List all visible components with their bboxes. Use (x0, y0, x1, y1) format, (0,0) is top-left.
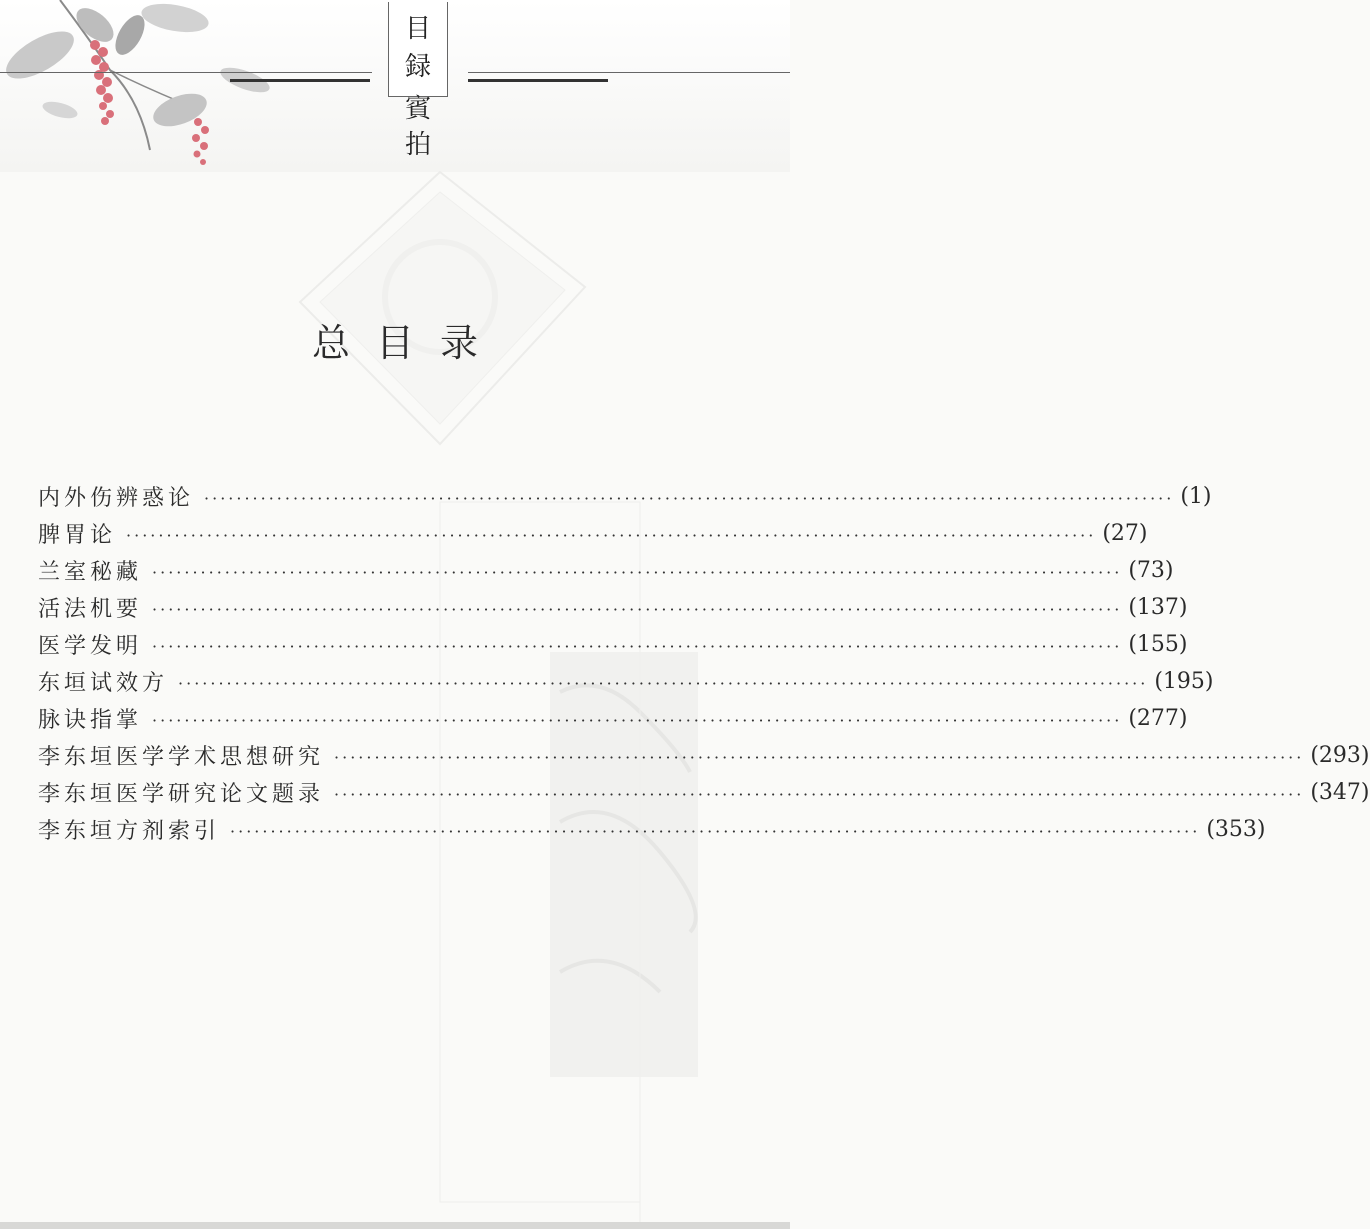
toc-leader-dots: ························································································································ (152, 710, 1123, 730)
toc-entry-title: 李东垣医学学术思想研究 (38, 745, 325, 770)
toc-leader-dots: ························································································································ (152, 562, 1123, 582)
toc-page-number: (353) (1206, 817, 1266, 842)
toc-leader-dots: ························································································································ (178, 673, 1149, 693)
toc-leader-dots: ························································································································ (204, 488, 1175, 508)
vertical-char-4: 拍 (404, 130, 431, 160)
vertical-char-2: 録 (404, 52, 431, 82)
table-of-contents (38, 478, 1370, 848)
toc-entry[interactable] (38, 478, 1212, 515)
header-rule-right-thin (468, 72, 790, 73)
header-rule-left-thin (0, 72, 372, 73)
toc-leader-dots: ························································································································ (334, 784, 1305, 804)
toc-page-number: (1) (1180, 484, 1212, 509)
toc-entry-title: 兰室秘藏 (38, 560, 143, 585)
page-title: 总目录 (311, 321, 504, 365)
toc-entry[interactable] (38, 663, 1214, 700)
header-banner (0, 0, 790, 172)
toc-entry-title: 脉诀指掌 (38, 708, 143, 733)
toc-entry[interactable] (38, 552, 1174, 589)
vertical-char-3: 賓 (404, 94, 431, 124)
toc-entry[interactable] (38, 774, 1370, 811)
toc-entry[interactable] (38, 515, 1148, 552)
toc-leader-dots: ························································································································ (230, 821, 1201, 841)
toc-entry[interactable] (38, 811, 1266, 848)
vertical-char-1: 目 (404, 14, 431, 44)
toc-leader-dots: ························································································································ (334, 747, 1305, 767)
toc-page-number: (155) (1128, 632, 1188, 657)
toc-entry[interactable] (38, 626, 1188, 663)
toc-leader-dots: ························································································································ (152, 599, 1123, 619)
toc-entry[interactable] (38, 737, 1370, 774)
toc-entry-title: 李东垣方剂索引 (38, 819, 221, 844)
toc-entry-title: 内外伤辨惑论 (38, 486, 195, 511)
toc-leader-dots: ························································································································ (152, 636, 1123, 656)
toc-page-number: (137) (1128, 595, 1188, 620)
toc-page-number: (347) (1310, 780, 1370, 805)
toc-entry[interactable] (38, 589, 1188, 626)
toc-leader-dots: ························································································································ (126, 525, 1097, 545)
toc-entry-title: 医学发明 (38, 634, 143, 659)
vertical-title (388, 2, 448, 162)
toc-entry-title: 脾胃论 (38, 523, 117, 548)
toc-entry-title: 东垣试效方 (38, 671, 169, 696)
toc-page-number: (293) (1310, 743, 1370, 768)
bottom-edge (0, 1222, 790, 1229)
toc-entry[interactable] (38, 700, 1188, 737)
toc-page-number: (73) (1128, 558, 1174, 583)
toc-entry-title: 李东垣医学研究论文题录 (38, 782, 325, 807)
toc-page-number: (277) (1128, 706, 1188, 731)
header-rule-left (230, 79, 370, 82)
toc-page-number: (27) (1102, 521, 1148, 546)
header-rule-right (468, 79, 608, 82)
toc-page-number: (195) (1154, 669, 1214, 694)
toc-entry-title: 活法机要 (38, 597, 143, 622)
